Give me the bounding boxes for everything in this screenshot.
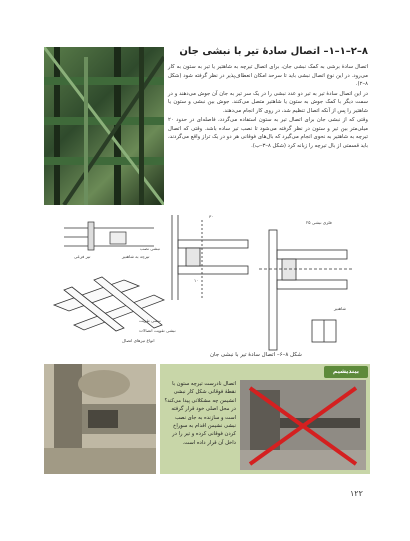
label-beam-left: تیر فرعی xyxy=(74,254,91,259)
label-thirty: ۳۰ xyxy=(209,214,214,219)
label-ten: ۱۰ xyxy=(194,278,199,283)
label-plate: نبشی تقویت اتصالات xyxy=(139,328,176,333)
label-beam-right: تیرچه به شاهتیر xyxy=(122,254,150,259)
label-right-note: فلزی نبشی ۲۵ xyxy=(306,220,332,225)
connection-drawing xyxy=(44,210,370,365)
figure-caption: شکل ۸–۶– اتصال سادهٔ تیر با نبشی جان xyxy=(210,352,302,358)
paragraph-1: اتصال سادهٔ برشی به کمک نبشی جان، برای اتصال تیرچه به شاهتیر یا تیر به ستون به کار می‌رود. در این نوع اتصال نبشی باید تا سرحد امکان انعطاف‌پذیر در نظر گرفته شود (شکل ۸–۲). xyxy=(168,64,368,87)
label-rotation: انواع تیرهای اتصال xyxy=(122,338,155,343)
paragraph-2: در این اتصال سادهٔ تیر به تیر دو عدد نبشی را در یک سر تیر به جان آن جوش می‌دهند و در سمت دیگر با کمک جوش به ستون یا شاهتیر متصل می‌کنند. جوش بین نبشی و ستون یا شاهتیر را پس از آنکه اتصال تنظیم شد، در روی کار انجام می‌دهند. xyxy=(168,90,368,114)
right-connection-sketch xyxy=(259,230,354,350)
steel-frame-photo xyxy=(44,47,164,205)
label-shaheer: شاهتیر xyxy=(334,306,346,311)
label-angle: نبشی نصب xyxy=(140,246,160,251)
page-number: ۱۲۲ xyxy=(350,489,363,498)
connection-closeup-photo xyxy=(44,364,156,474)
paragraph-3: وقتی که از نبشی جان برای اتصال تیر به ستون استفاده می‌گردد، فاصله‌ای در حدود ۲۰ میلی‌متر بین تیر و ستون در نظر گرفته می‌شود تا نصب تیر ساده باشد. وقتی که اتصال تیرچه به شاهتیر به نحوی انجام می‌گیرد که بال‌های فوقانی هر دو در یک تراز واقع می‌گردند، باید قسمتی از بال تیرچه را زبانه کرد (شکل ۸–۳–ب). xyxy=(168,117,368,149)
label-brace: نبشی تقویت xyxy=(139,318,161,323)
body-text xyxy=(168,63,368,151)
column-section-sketch xyxy=(172,215,248,300)
think-box-text: اتصال نادرست تیرچه ستون با نقطهٔ فوقانی شکل کار نبشی انشیمن چه مشکلاتی پیدا می‌کند؟ در محل اصلی خود قرار گرفته است و سازنده به جای نصب نبشی نشیمن اقدام به سوراخ کردن فوقانی کرده و تیر را در داخل آن قرار داده است. xyxy=(164,381,236,446)
incorrect-connection-photo xyxy=(240,380,366,470)
think-tag: بیندیشیم xyxy=(324,366,368,378)
section-heading: ۸–۲–۱–۱– اتصال سادهٔ تیر با نبشی جان xyxy=(179,46,368,57)
